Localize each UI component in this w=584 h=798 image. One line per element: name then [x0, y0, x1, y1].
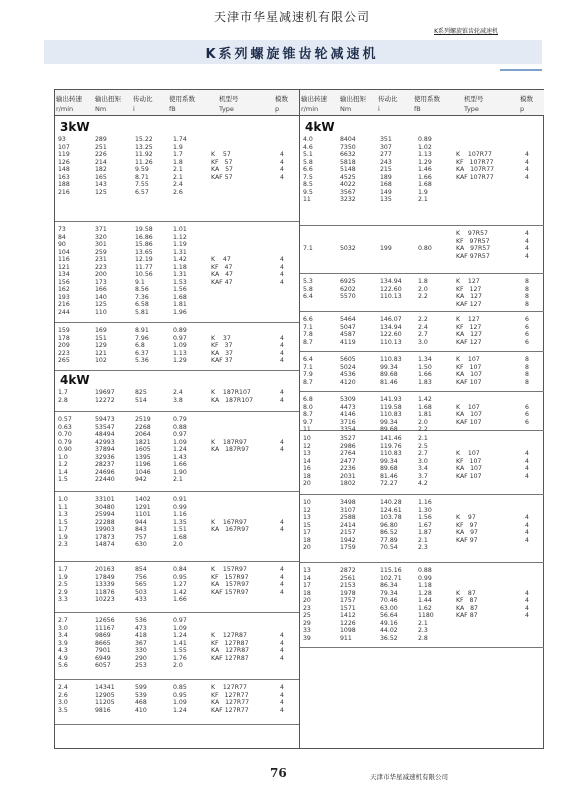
spec-table [54, 89, 544, 749]
cell-speed: 4.0 4.6 5.1 5.8 6.6 7.5 8.5 9.5 11 [303, 136, 313, 203]
cell-type: K 127R77 KF 127R77 KA 127R77 KAF 127R77 [211, 684, 250, 714]
cell-speed: 1.7 1.9 2.5 2.9 3.3 [58, 566, 68, 603]
cell-torque: 5605 5024 4536 4120 [340, 356, 356, 386]
header-cell: Nm [340, 105, 352, 113]
header-cell: 机型号 [464, 95, 484, 103]
spec-group [55, 371, 299, 412]
cell-type: K 47 KF 47 KA 47 KAF 47 [211, 256, 233, 286]
cell-speed: 1.7 2.8 [58, 389, 68, 404]
cell-p: 4 4 4 4 [280, 151, 284, 181]
cell-speed: 93 107 119 126 148 163 188 216 [58, 136, 70, 196]
header-cell: 使用系数 [414, 95, 440, 103]
cell-torque: 59473 53547 48494 42993 37894 32936 28237 24696 22440 [95, 416, 115, 483]
cell-torque: 169 151 129 121 102 [95, 327, 107, 364]
cell-type: K 97 KF 97 KA 97 KAF 97 [456, 514, 478, 544]
cell-type: K 127 KF 127 KA 127 KAF 127 [456, 278, 482, 308]
header-cell: 模数 [520, 95, 533, 103]
cell-p: 8 8 8 8 [525, 278, 529, 308]
cell-torque: 14341 12905 11205 9816 [95, 684, 115, 714]
cell-p: 4 4 4 4 [280, 256, 284, 286]
cell-speed: 2.4 2.6 3.0 3.5 [58, 684, 68, 714]
cell-factor: 0.80 [418, 245, 432, 252]
spec-group [55, 323, 299, 371]
page-title: K系列螺旋锥齿轮减速机 [205, 47, 379, 62]
cell-p: 4 4 4 4 [525, 230, 529, 260]
left-table-header [55, 90, 299, 116]
spec-group [55, 492, 299, 562]
cell-factor: 2.4 3.8 [173, 389, 183, 404]
cell-speed: 0.57 0.63 0.70 0.79 0.90 1.0 1.2 1.4 1.5 [58, 416, 72, 483]
spec-group [55, 680, 299, 725]
header-cell: r/min [56, 105, 74, 113]
spec-group [55, 222, 299, 323]
cell-type: K 127R87 KF 127R87 KA 127R87 KAF 127R87 [211, 632, 250, 662]
company-name: 天津市华星减速机有限公司 [213, 10, 370, 24]
spec-group [55, 412, 299, 492]
spec-group [55, 118, 299, 222]
cell-p: 4 4 4 4 [280, 566, 284, 596]
cell-factor: 2.2 2.4 2.7 3.0 [418, 316, 428, 346]
cell-ratio: 351 307 277 243 215 189 168 149 135 [380, 136, 392, 203]
cell-torque: 20163 17849 13339 11876 10223 [95, 566, 115, 603]
cell-factor: 1.74 1.9 1.7 1.8 2.1 2.1 2.4 2.6 [173, 136, 187, 196]
spec-group [55, 613, 299, 680]
cell-type: K 187R97 KA 187R97 [211, 438, 250, 453]
spec-group [300, 392, 544, 431]
decorative-line [500, 69, 542, 71]
spec-group [300, 226, 544, 274]
header-cell: 模数 [275, 95, 288, 103]
header-cell: i [378, 105, 380, 113]
cell-speed: 10 12 13 14 16 18 20 [303, 435, 311, 487]
cell-factor: 2.1 2.5 2.7 3.0 3.4 3.7 4.2 [418, 435, 428, 487]
cell-ratio: 854 756 565 503 433 [135, 566, 147, 603]
cell-speed: 10 12 13 15 17 18 20 [303, 499, 311, 551]
spec-group [300, 312, 544, 352]
cell-ratio: 19.58 16.86 15.86 13.65 12.19 11.77 10.56 9.1 8.56 7.36 6.58 5.81 [135, 226, 153, 316]
cell-type: K 107 KF 107 KA 107 KAF 107 [456, 356, 482, 386]
cell-ratio: 199 [380, 245, 392, 252]
cell-p: 4 4 4 4 [525, 589, 529, 619]
cell-torque: 33101 30480 25994 22288 19903 17873 14874 [95, 496, 115, 548]
table-left-column [55, 90, 300, 748]
cell-p: 4 4 4 4 [525, 514, 529, 544]
cell-p: 4 4 4 4 [280, 684, 284, 714]
header-cell: Nm [95, 105, 107, 113]
cell-p: 4 4 [280, 518, 284, 533]
cell-torque: 8404 7350 6632 5818 5148 4525 4022 3567 3232 [340, 136, 356, 203]
right-table-header [300, 90, 544, 116]
cell-p: 4 4 [280, 389, 284, 404]
cell-type: K 87 KF 87 KA 87 KAF 87 [456, 589, 478, 619]
cell-ratio: 599 539 468 410 [135, 684, 147, 714]
cell-p: 6 6 6 6 [525, 316, 529, 346]
table-right-column [300, 90, 544, 748]
cell-type: K 57 KF 57 KA 57 KAF 57 [211, 151, 233, 181]
cell-factor: 1.01 1.12 1.19 1.31 1.42 1.18 1.31 1.53 1.56 1.68 1.81 1.96 [173, 226, 187, 316]
cell-type: K 167R97 KA 167R97 [211, 518, 250, 533]
cell-p: 4 4 4 4 [525, 450, 529, 480]
spec-group [300, 563, 544, 648]
cell-ratio: 8.91 7.96 6.8 6.37 5.36 [135, 327, 149, 364]
header-cell: Type [464, 105, 479, 113]
header-cell: p [520, 105, 525, 113]
cell-type: K 157R97 KF 157R97 KA 157R97 KAF 157R97 [211, 566, 250, 596]
header-cell: i [133, 105, 135, 113]
cell-p: 8 8 8 8 [525, 356, 529, 386]
cell-speed: 1.0 1.1 1.3 1.5 1.7 1.9 2.3 [58, 496, 68, 548]
header-cell: 传动比 [133, 95, 153, 103]
cell-speed: 2.7 3.0 3.4 3.9 4.3 4.9 5.6 [58, 617, 68, 669]
cell-factor: 0.89 0.97 1.09 1.13 1.29 [173, 327, 187, 364]
cell-p: 4 4 4 4 [525, 151, 529, 181]
cell-torque: 3498 3107 2588 2414 2157 1942 1759 [340, 499, 356, 551]
cell-torque: 3527 2986 2764 2477 2236 2031 1802 [340, 435, 356, 487]
power-heading: 4kW [305, 120, 335, 134]
cell-type: K 97R57 KF 97R57 KA 97R57 KAF 97R57 [456, 230, 491, 260]
cell-factor: 0.79 0.88 0.97 1.09 1.24 1.43 1.66 1.90 2.1 [173, 416, 187, 483]
cell-ratio: 141.93 119.58 110.83 99.34 89.68 [380, 396, 402, 433]
cell-factor: 1.34 1.50 1.66 1.83 [418, 356, 432, 386]
cell-factor: 0.97 1.09 1.24 1.41 1.55 1.76 2.0 [173, 617, 187, 669]
power-heading: 3kW [60, 120, 90, 134]
header-cell: Type [219, 105, 234, 113]
cell-speed: 7.1 [303, 245, 313, 252]
cell-ratio: 141.46 119.76 110.83 99.34 89.68 81.46 72.27 [380, 435, 402, 487]
cell-factor: 1.16 1.30 1.56 1.67 1.87 2.1 2.3 [418, 499, 432, 551]
cell-p: 4 4 [280, 438, 284, 453]
cell-torque: 5032 [340, 245, 356, 252]
cell-speed: 6.4 7.1 7.9 8.7 [303, 356, 313, 386]
cell-torque: 6925 6202 5570 [340, 278, 356, 300]
cell-ratio: 825 514 [135, 389, 147, 404]
cell-ratio: 140.28 124.61 103.78 96.80 86.52 77.89 70.54 [380, 499, 402, 551]
cell-factor: 0.88 0.99 1.18 1.28 1.44 1.62 1180 2.1 2.3 2.8 [418, 567, 434, 642]
cell-speed: 159 178 209 223 265 [58, 327, 70, 364]
cell-torque: 5309 4473 4146 3716 3354 [340, 396, 356, 433]
cell-type: K 107 KA 107 KAF 107 [456, 403, 482, 426]
cell-factor: 0.84 0.95 1.27 1.42 1.66 [173, 566, 187, 603]
header-cell: 传动比 [378, 95, 398, 103]
header-cell: fB [414, 105, 421, 113]
cell-speed: 5.3 5.8 6.4 [303, 278, 313, 300]
power-heading: 4kW [60, 373, 90, 387]
cell-speed: 6.8 8.0 8.7 9.7 11 [303, 396, 313, 433]
cell-ratio: 115.16 102.71 86.34 79.34 70.46 63.00 56.64 49.16 44.02 36.52 [380, 567, 402, 642]
cell-torque: 19697 12272 [95, 389, 115, 404]
cell-ratio: 15.22 13.25 11.92 11.26 9.59 8.71 7.55 6.57 [135, 136, 153, 196]
spec-group [300, 274, 544, 312]
cell-type: K 187R107 KA 187R107 [211, 389, 254, 404]
cell-factor: 0.85 0.95 1.09 1.24 [173, 684, 187, 714]
cell-torque: 371 320 301 259 231 223 200 173 166 140 125 110 [95, 226, 107, 316]
cell-torque: 289 251 226 214 182 165 143 125 [95, 136, 107, 196]
spec-group [300, 495, 544, 563]
cell-speed: 13 14 17 18 20 23 25 29 33 39 [303, 567, 311, 642]
spec-group [300, 352, 544, 392]
cell-torque: 2872 2561 2153 1978 1757 1571 1412 1226 1098 911 [340, 567, 356, 642]
header-cell: 机型号 [219, 95, 239, 103]
cell-factor: 1.8 2.0 2.2 [418, 278, 428, 300]
cell-type: K 107 KF 107 KA 107 KAF 107 [456, 450, 482, 480]
cell-ratio: 2519 2268 2064 1821 1605 1395 1196 1046 942 [135, 416, 151, 483]
header-cell: r/min [301, 105, 319, 113]
cell-factor: 0.89 1.02 1.13 1.29 1.46 1.66 1.68 1.9 2.1 [418, 136, 432, 203]
cell-factor: 0.91 0.99 1.16 1.35 1.51 1.68 2.0 [173, 496, 187, 548]
cell-ratio: 146.07 134.94 122.60 110.13 [380, 316, 402, 346]
spec-group [55, 562, 299, 613]
cell-ratio: 110.83 99.34 89.68 81.46 [380, 356, 402, 386]
footer-company: 天津市华星减速机有限公司 [370, 773, 448, 781]
spec-group [300, 118, 544, 226]
cell-ratio: 536 473 418 367 330 290 253 [135, 617, 147, 669]
header-cell: 输出转速 [301, 95, 327, 103]
cell-speed: 6.6 7.1 7.8 8.7 [303, 316, 313, 346]
spec-group [300, 431, 544, 495]
header-cell: 使用系数 [169, 95, 195, 103]
section-subtitle: K系列螺旋锥齿轮减速机 [434, 28, 498, 35]
header-cell: 输出扭矩 [340, 95, 366, 103]
cell-p: 4 4 4 4 [280, 632, 284, 662]
cell-ratio: 1402 1291 1101 944 843 757 630 [135, 496, 151, 548]
header-cell: 输出转速 [56, 95, 82, 103]
cell-speed: 73 84 90 104 116 121 134 156 162 193 216 244 [58, 226, 70, 316]
cell-type: K 107R77 KF 107R77 KA 107R77 KAF 107R77 [456, 151, 495, 181]
cell-factor: 1.42 1.68 1.81 2.0 2.2 [418, 396, 432, 433]
header-cell: p [275, 105, 280, 113]
cell-p: 6 6 6 [525, 403, 529, 426]
page-number: 76 [270, 766, 287, 780]
cell-type: K 127 KF 127 KA 127 KAF 127 [456, 316, 482, 346]
header-cell: 输出扭矩 [95, 95, 121, 103]
header-cell: fB [169, 105, 176, 113]
cell-ratio: 134.94 122.60 110.13 [380, 278, 402, 300]
cell-type: K 37 KF 37 KA 37 KAF 37 [211, 334, 233, 364]
cell-torque: 12656 11167 9869 8665 7901 6949 6057 [95, 617, 115, 669]
cell-torque: 5464 5047 4587 4119 [340, 316, 356, 346]
cell-p: 4 4 4 4 [280, 334, 284, 364]
